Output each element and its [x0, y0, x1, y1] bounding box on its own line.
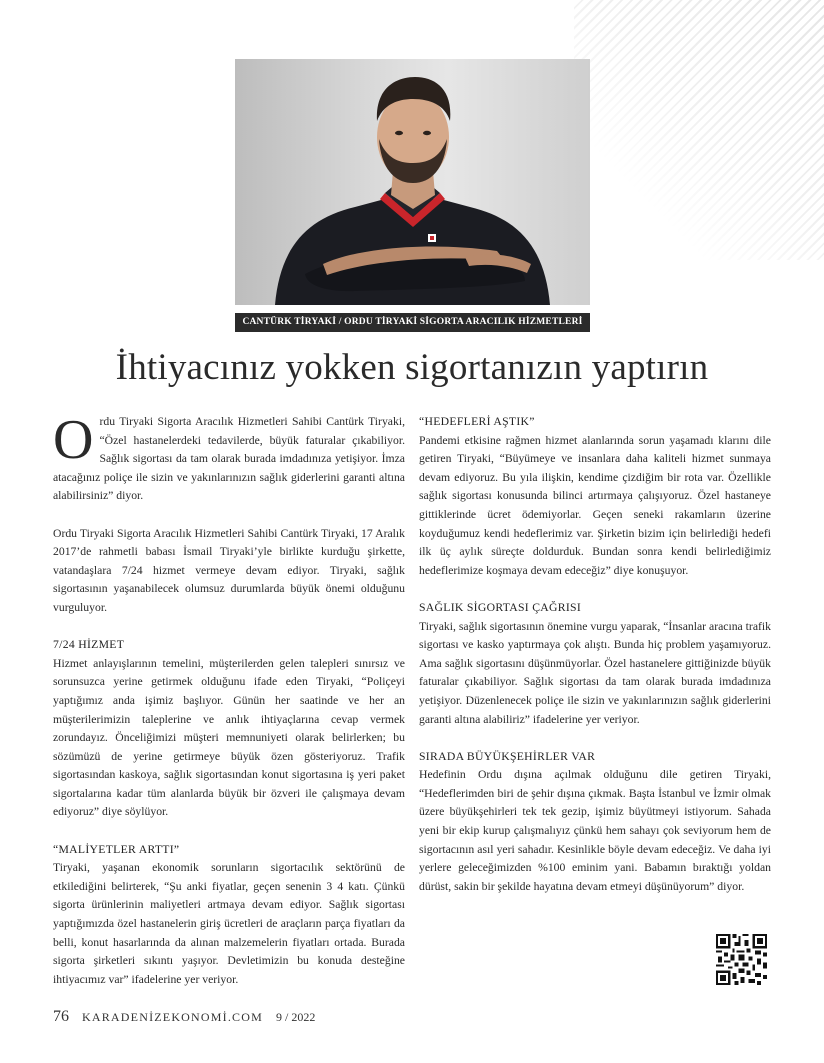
paragraph: Ordu Tiryaki Sigorta Aracılık Hizmetleri Sahibi Cantürk Tiryaki, 17 Aralık 2017’de rahmetli babası İsmail Tiryaki’yle birlikte kurduğu şirkette, vatandaşlara 7/24 hizmet vermeye devam ediyor. Tiryaki, sağlık sigortasının yaşanabilecek olumsuz durumlarda büyük önemi olduğunu vurguluyor. [53, 526, 405, 614]
intro-text: rdu Tiryaki Sigorta Aracılık Hizmetleri Sahibi Cantürk Tiryaki, “Özel hastanelerdeki tedavilerde, büyük faturalar çıkabiliyor. Sağlık sigortası da tam olarak burada imdadınıza yetişiyor. İmza atacağınız poliçe ile sizin ve yakınlarınızın sağlık giderlerini garanti altına alabilirsiniz” diyor. [53, 415, 405, 503]
paragraph: Hizmet anlayışlarının temelini, müşterilerden gelen talepleri sınırsız ve sorunsuzca yerine getirmek olduğunu ifade eden Tiryaki, “Poliçeyi yaptığımız anda işimiz başlıyor. Günün her saatinde ve her an müşterilerimizin taleplerine ve anlık ihtiyaçlarına cevap vermek zorundayız. Önceliğimizi müşteri memnuniyeti olarak belirlerken; bu sözümüzü de yerine getirmeye büyük özen gösteriyoruz. Trafik sigortasından kaskoya, sağlık sigortasından konut sigortasına iş yeri paket sigortalarına kadar tüm alanlarda büyük bir özveri ile çalışmaya devam ediyoruz” diye söylüyor. [53, 656, 405, 819]
paragraph: Hedefinin Ordu dışına açılmak olduğunu dile getiren Tiryaki, “Hedeflerimden biri de şehir dışına çıkmak. Başta İstanbul ve İzmir olmak üzere büyükşehirleri tek tek gezip, işimiz büyütmeyi istiyorum. Sahada yeni bir ekip kurup çalışmalıyız çünkü hem sahayı çok seviyorum hem de sigortacının asıl yeri sahadır. Kesinlikle böyle devam edeceğiz. Ve daha iyi yerlere geleceğimizden %100 eminim yani. Babamın bıraktığı yoldan dürüst, sakin bir şekilde hayatına devam etmeyi düşünüyorum” diyor. [419, 768, 771, 893]
paragraph: Pandemi etkisine rağmen hizmet alanlarında sorun yaşamadı klarını dile getiren Tiryaki, “Büyümeye ve insanlara daha kaliteli hizmet sunmaya devam ediyoruz. Bu yıla ilişkin, kendime çizdiğim bir rota var. Özellikle sağlık sigortası konusunda bilinci artırmaya çalışıyoruz. Özel hastaneye gittiklerinde ücret ödemiyorlar. Geçen seneki rakamların üzerine koyduğumuz kendi hedeflerimiz var. Şirketin bizim için belirlediği hedefi ilk üç aylık süreçte doldurduk. Bundan sonra kendi belirlediğimiz hedeflerimize koşmaya devam edeceğiz” diye konuşuyor. [419, 433, 771, 577]
paragraph: Tiryaki, sağlık sigortasının önemine vurgu yaparak, “İnsanlar aracına trafik sigortası ve kasko yaptırmaya çok alıştı. Bunda hiç problem yaşamıyoruz. Ama sağlık sigortasını düşünmüyorlar. Özel hastanelere gittiğinizde büyük faturalar çıkabiliyor. Sağlık sigortası da tam olarak burada imdadınıza yetişiyor. Düzenlenecek poliçe ile sizin ve yakınlarınızın sağlık giderlerini garanti altına alabiliriz” ifadelerine yer veriyor. [419, 619, 771, 726]
section-heading: “HEDEFLERİ AŞTIK” [419, 415, 535, 428]
section-heading: SAĞLIK SİGORTASI ÇAĞRISI [419, 600, 582, 614]
left-column [53, 409, 405, 1008]
photo-caption: CANTÜRK TİRYAKİ / ORDU TİRYAKİ SİGORTA ARACILIK HİZMETLERİ [235, 313, 590, 332]
drop-cap: O [53, 409, 94, 471]
section-heading: “MALİYETLER ARTTI” [53, 842, 180, 856]
paragraph: Tiryaki, yaşanan ekonomik sorunların sigortacılık sektörünü de etkilediğini belirterek, “Şu anki fiyatlar, geçen senenin 3 4 katı. Çünkü sigorta ürünlerinin maliyetleri artmaya devam ediyor. Sağlık sigortası yaptığımızda özel hastanelerin giriş ücretleri de araçların parça fiyatları da belli, konut hasarlarında da alınan malzemelerin fiyatları ortada. Burada sigorta şirketleri sıkıntı yaşıyor. Devletimizin bu konuda desteğine ihtiyacımız var” ifadelerine yer veriyor. [53, 861, 405, 986]
section-heading: 7/24 HİZMET [53, 638, 125, 652]
issue-label: 9 / 2022 [276, 1010, 316, 1024]
decorative-stripes [574, 0, 824, 260]
section-heading: SIRADA BÜYÜKŞEHİRLER VAR [419, 749, 596, 763]
qr-code-icon[interactable] [716, 934, 767, 985]
intro-paragraph [53, 409, 405, 506]
article-headline: İhtiyacınız yokken sigortanızın yaptırın [115, 347, 709, 388]
page-footer [53, 1008, 315, 1026]
right-column [419, 413, 771, 915]
portrait-illustration [235, 59, 590, 305]
portrait-photo [235, 59, 590, 305]
page-number: 76 [53, 1008, 69, 1025]
site-name[interactable]: KARADENİZEKONOMİ.COM [82, 1010, 263, 1024]
